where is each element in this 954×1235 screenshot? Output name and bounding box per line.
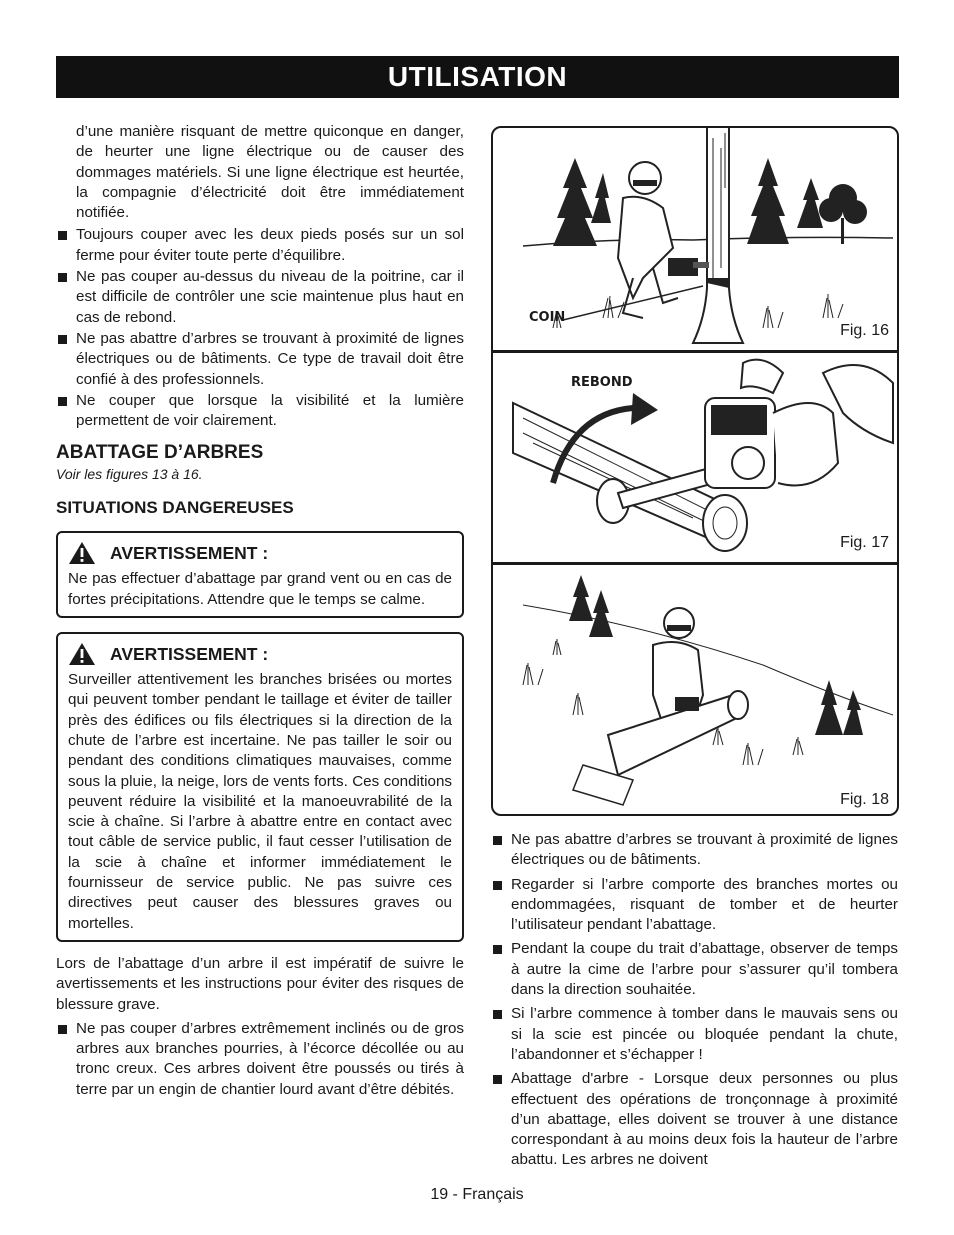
list-item: Ne pas couper au-dessus du niveau de la poitrine, car il est difficile de contrôler une scie maintenue plus haut en cas de rebond.: [56, 267, 464, 328]
warning-title: AVERTISSEMENT :: [110, 543, 269, 564]
list-item: Toujours couper avec les deux pieds posés sur un sol ferme pour éviter toute perte d’équilibre.: [56, 225, 464, 266]
figures-panel: [491, 126, 899, 816]
fig16-label: Fig. 16: [840, 322, 889, 339]
square-bullet-icon: [493, 1010, 502, 1019]
warning-header: [68, 541, 452, 565]
fig17-label: Fig. 17: [840, 534, 889, 551]
warning-header: [68, 642, 452, 666]
list-item: Ne pas abattre d’arbres se trouvant à proximité de lignes électriques ou de bâtiments. Ce type de travail doit être confié à des professionnels.: [56, 329, 464, 390]
square-bullet-icon: [493, 1075, 502, 1084]
square-bullet-icon: [493, 945, 502, 954]
square-bullet-icon: [58, 273, 67, 282]
square-bullet-icon: [58, 397, 67, 406]
list-item: Ne pas couper d’arbres extrêmement inclinés ou de gros arbres aux branches pourries, à l’écorce décollée ou au tronc creux. Ces arbres doivent être poussés ou tirés à terre par un engin de chantier lourd avant d’être débités.: [56, 1019, 464, 1100]
list-item: Ne couper que lorsque la visibilité et la lumière permettent de voir clairement.: [56, 391, 464, 432]
fig16-callout: COIN: [529, 310, 566, 325]
list-item: Pendant la coupe du trait d’abattage, observer de temps à autre la cime de l’arbre pour s’assurer qu’il tombera dans la direction souhaitée.: [491, 939, 898, 1000]
square-bullet-icon: [58, 1025, 67, 1034]
paragraph: Lors de l’abattage d’un arbre il est impératif de suivre le avertissements et les instructions pour éviter des risques de blessure grave.: [56, 954, 464, 1013]
warning-title: AVERTISSEMENT :: [110, 643, 269, 664]
bullet-list-bottom: [56, 1019, 464, 1100]
warning-text: Surveiller attentivement les branches brisées ou mortes qui peuvent tomber pendant le taillage et éviter de tailler près des édifices ou fils électriques si la direction de la chute de l’arbre est incertaine. Ne pas tailler le soir ou pendant des conditions climatiques mauvaises, comme sous la pluie, la neige, lors de vents forts. Ces conditions peuvent réduire la visibilité et la manoeuvrabilité de la scie à chaîne. Si l’arbre à abattre entre en contact avec tout câble de service public, il faut cesser l’utilisation de la scie à chaîne et informer immédiatement le fournisseur de service public. Ne pas suivre ces directives peut causer des blessures graves ou mortelles.: [68, 671, 452, 932]
warning-box: [56, 531, 464, 618]
square-bullet-icon: [58, 231, 67, 240]
fig17-illustration: [493, 353, 897, 563]
list-item: Regarder si l’arbre comporte des branches mortes ou endommagées, risquant de tomber et de heurter l’utilisateur pendant l’abattage.: [491, 875, 898, 936]
list-item: Si l’arbre commence à tomber dans le mauvais sens ou si la scie est pincée ou bloquée pendant la chute, l’abandonner et s’échapper !: [491, 1004, 898, 1065]
right-column: [491, 830, 898, 1172]
bullet-list-right: [491, 830, 898, 1171]
square-bullet-icon: [493, 836, 502, 845]
list-item: Abattage d'arbre - Lorsque deux personnes ou plus effectuent des opérations de tronçonnage à proximité d’un abattage, elles doivent se trouver à une distance correspondant à au moins deux fois la hauteur de l’arbre abattu. Les arbres ne doivent: [491, 1069, 898, 1170]
warning-triangle-icon: [68, 642, 96, 666]
square-bullet-icon: [58, 335, 67, 344]
bullet-list-top: [56, 225, 464, 431]
list-item: Ne pas abattre d’arbres se trouvant à proximité de lignes électriques ou de bâtiments.: [491, 830, 898, 871]
page-title: UTILISATION: [56, 56, 899, 98]
section-title: ABATTAGE D’ARBRES: [56, 442, 264, 464]
page-number: 19 - Français: [430, 1186, 524, 1203]
intro-continuation: d’une manière risquant de mettre quiconque en danger, de heurter une ligne électrique ou de causer des dommages matériels. Si une ligne électrique est heurtée, la compagnie d’électricité doit être immédiatement notifiée.: [76, 123, 464, 222]
square-bullet-icon: [493, 881, 502, 890]
fig17-callout: REBOND: [571, 375, 633, 390]
warning-text: Ne pas effectuer d’abattage par grand vent ou en cas de fortes précipitations. Attendre que le temps se calme.: [68, 570, 452, 608]
fig18-illustration: [493, 565, 897, 815]
subsection-title: SITUATIONS DANGEREUSES: [56, 498, 294, 518]
left-column: [56, 122, 464, 1101]
warning-triangle-icon: [68, 541, 96, 565]
fig18-label: Fig. 18: [840, 791, 889, 808]
section-note: Voir les figures 13 à 16.: [56, 466, 203, 483]
warning-box: [56, 632, 464, 942]
